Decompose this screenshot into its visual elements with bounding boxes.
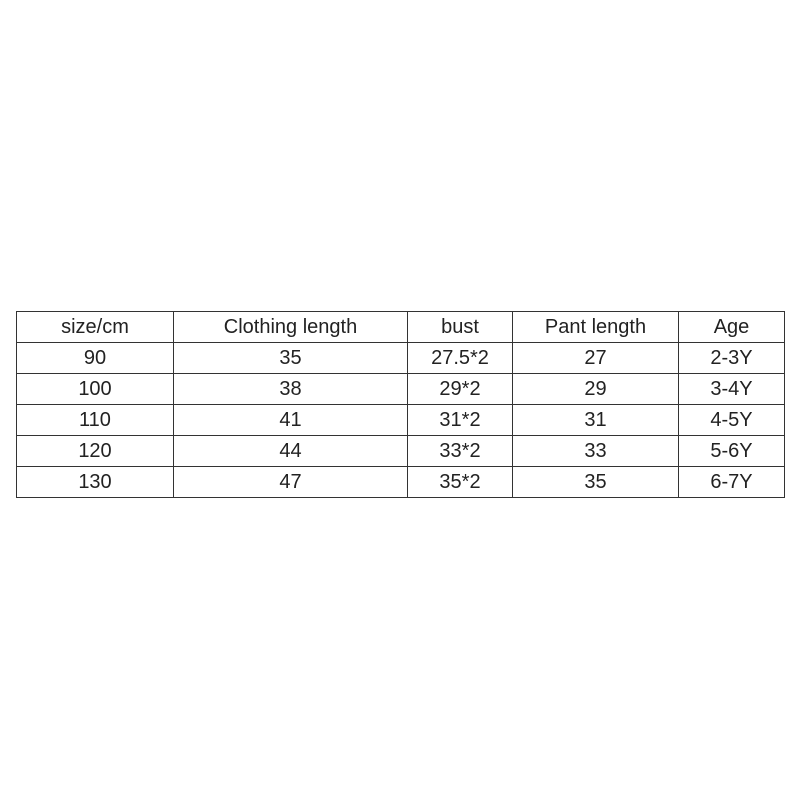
cell-age: 5-6Y bbox=[679, 436, 785, 467]
table-row bbox=[17, 436, 785, 467]
header-bust: bust bbox=[408, 312, 513, 343]
cell-pant-length: 31 bbox=[513, 405, 679, 436]
cell-clothing-length: 35 bbox=[174, 343, 408, 374]
cell-clothing-length: 44 bbox=[174, 436, 408, 467]
cell-pant-length: 35 bbox=[513, 467, 679, 498]
cell-size: 130 bbox=[17, 467, 174, 498]
table-row bbox=[17, 343, 785, 374]
cell-pant-length: 29 bbox=[513, 374, 679, 405]
cell-clothing-length: 47 bbox=[174, 467, 408, 498]
cell-size: 90 bbox=[17, 343, 174, 374]
table-header-row bbox=[17, 312, 785, 343]
header-pant-length: Pant length bbox=[513, 312, 679, 343]
cell-size: 100 bbox=[17, 374, 174, 405]
cell-bust: 33*2 bbox=[408, 436, 513, 467]
cell-bust: 29*2 bbox=[408, 374, 513, 405]
table-row bbox=[17, 467, 785, 498]
cell-age: 3-4Y bbox=[679, 374, 785, 405]
cell-age: 2-3Y bbox=[679, 343, 785, 374]
cell-age: 4-5Y bbox=[679, 405, 785, 436]
cell-clothing-length: 41 bbox=[174, 405, 408, 436]
cell-bust: 27.5*2 bbox=[408, 343, 513, 374]
header-clothing-length: Clothing length bbox=[174, 312, 408, 343]
table-row bbox=[17, 405, 785, 436]
cell-clothing-length: 38 bbox=[174, 374, 408, 405]
header-size: size/cm bbox=[17, 312, 174, 343]
cell-bust: 31*2 bbox=[408, 405, 513, 436]
header-age: Age bbox=[679, 312, 785, 343]
cell-pant-length: 27 bbox=[513, 343, 679, 374]
cell-size: 120 bbox=[17, 436, 174, 467]
size-chart-table bbox=[16, 311, 785, 498]
cell-bust: 35*2 bbox=[408, 467, 513, 498]
table-row bbox=[17, 374, 785, 405]
cell-age: 6-7Y bbox=[679, 467, 785, 498]
cell-pant-length: 33 bbox=[513, 436, 679, 467]
cell-size: 110 bbox=[17, 405, 174, 436]
